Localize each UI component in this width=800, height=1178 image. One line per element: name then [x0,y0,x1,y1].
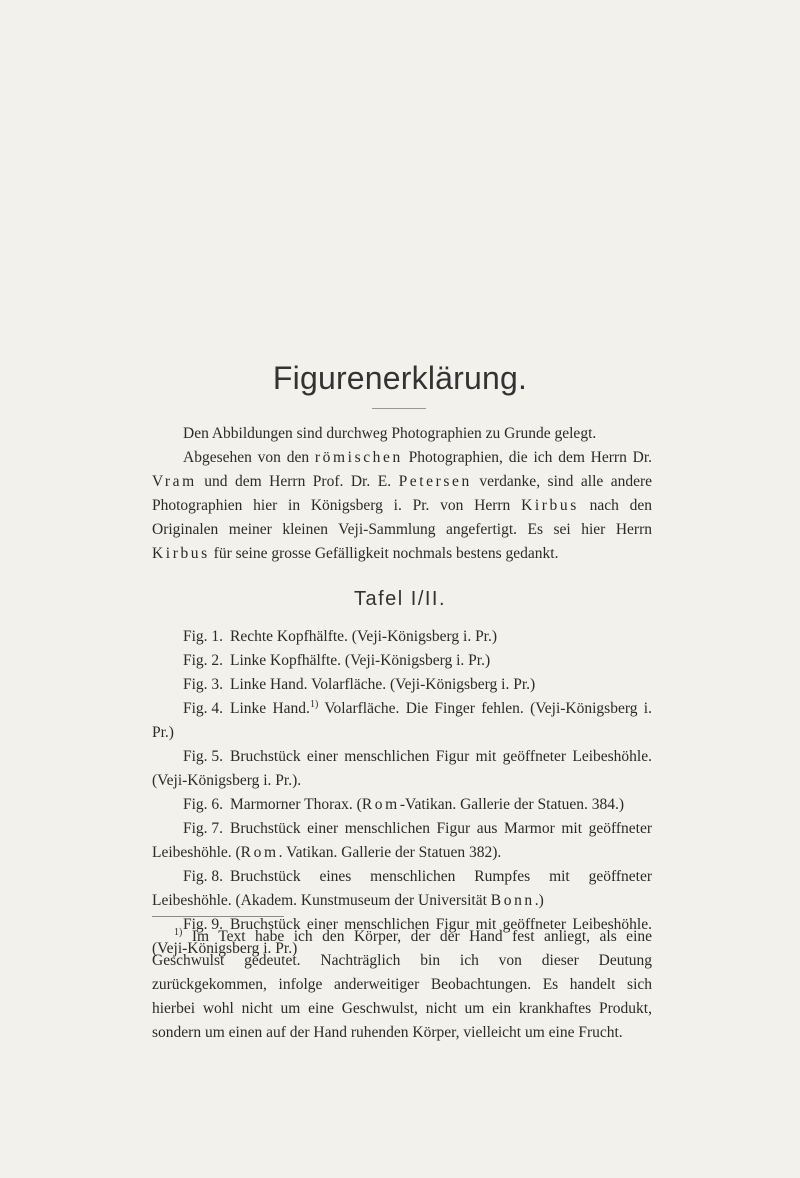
intro-text: und dem Herrn Prof. Dr. E. [204,473,392,490]
footnote-text [152,925,652,1045]
footnote-divider [152,916,284,917]
footnote-marker: 1) [174,927,183,938]
figure-text: Bruchstück einer menschlichen Figur mit geöffneter Leibeshöhle. (Veji-Königsberg i. Pr.). [152,748,652,789]
figure-emphasis: Rom [240,844,279,861]
intro-text: Photographien, die ich dem Herrn Dr. [408,449,652,466]
figure-text: Bruchstück eines menschlichen Rumpfes mit geöffneter Leibeshöhle. (Akadem. Kunstmuseum der Universität [152,868,652,909]
footnote [152,925,652,1045]
figure-item [152,793,652,817]
intro-paragraph-2 [152,446,652,566]
figure-emphasis: Bonn [490,892,535,909]
intro-section [152,422,652,566]
plate-heading: Tafel I/II. [353,588,447,610]
figure-text: Linke Kopfhälfte. (Veji-Königsberg i. Pr.) [230,652,491,669]
intro-paragraph-1: Den Abbildungen sind durchweg Photographien zu Grunde gelegt. [183,425,597,442]
figure-label: Fig. 4. [183,700,224,717]
figure-item [152,673,652,697]
intro-emphasis: römischen [314,449,403,466]
intro-emphasis: Kirbus [521,497,579,514]
figure-text: Bruchstück einer menschlichen Figur mit geöffneter Leibeshöhle. (Veji-Königsberg i. Pr.) [152,916,652,957]
figure-item [152,817,652,865]
page-title: Figurenerklärung. [272,360,528,396]
figure-label: Fig. 5. [183,748,224,765]
intro-text: für seine grosse Gefälligkeit nochmals bestens gedankt. [213,545,559,562]
figure-item [152,745,652,793]
intro-text: Abgesehen von den [183,449,310,466]
figure-text: Rechte Kopfhälfte. (Veji-Königsberg i. Pr.) [230,628,498,645]
figure-text: Linke Hand. Volarfläche. (Veji-Königsberg i. Pr.) [230,676,536,693]
figure-label: Fig. 8. [183,868,224,885]
intro-emphasis: Petersen [398,473,472,490]
title-divider [372,408,426,409]
figure-label: Fig. 6. [183,796,224,813]
intro-text: verdanke, sind alle andere Photographien hier in Königsberg i. Pr. von Herrn [152,473,653,514]
intro-emphasis: Vram [152,473,197,490]
figure-text: Bruchstück einer menschlichen Figur aus Marmor mit geöffneter Leibeshöhle. ( [152,820,652,861]
figure-item [152,625,652,649]
figure-emphasis: Rom [361,796,400,813]
figure-label: Fig. 3. [183,676,224,693]
figure-item [152,649,652,673]
figure-item [152,865,652,913]
figure-text: .) [534,892,544,909]
figure-text: Volarfläche. Die Finger fehlen. (Veji-Königsberg i. Pr.) [152,700,652,741]
figure-text: Marmorner Thorax. ( [230,796,362,813]
footnote-reference: 1) [309,699,319,710]
figure-text: . Vatikan. Gallerie der Statuen 382). [278,844,502,861]
figure-label: Fig. 2. [183,652,224,669]
intro-emphasis: Kirbus [152,545,210,562]
figure-list [152,625,652,961]
figure-label: Fig. 1. [183,628,224,645]
figure-text: -Vatikan. Gallerie der Statuen. 384.) [399,796,625,813]
figure-item [152,697,652,745]
footnote-body: Im Text habe ich den Körper, der der Hand fest anliegt, als eine Geschwulst gedeutet. Nachträglich bin ich von dieser Deutung zurückgekommen, infolge anderweitiger Beobachtungen. Es handelt sich hierbei wohl nicht um eine Geschwulst, nicht um ein krankhaftes Produkt, sondern um einen auf der Hand ruhenden Körper, vielleicht um eine Frucht. [152,928,653,1041]
figure-label: Fig. 9. [183,916,224,933]
intro-text: nach den Originalen meiner kleinen Veji-Sammlung angefertigt. Es sei hier Herrn [152,497,653,538]
figure-text: Linke Hand. [230,700,310,717]
figure-label: Fig. 7. [183,820,224,837]
